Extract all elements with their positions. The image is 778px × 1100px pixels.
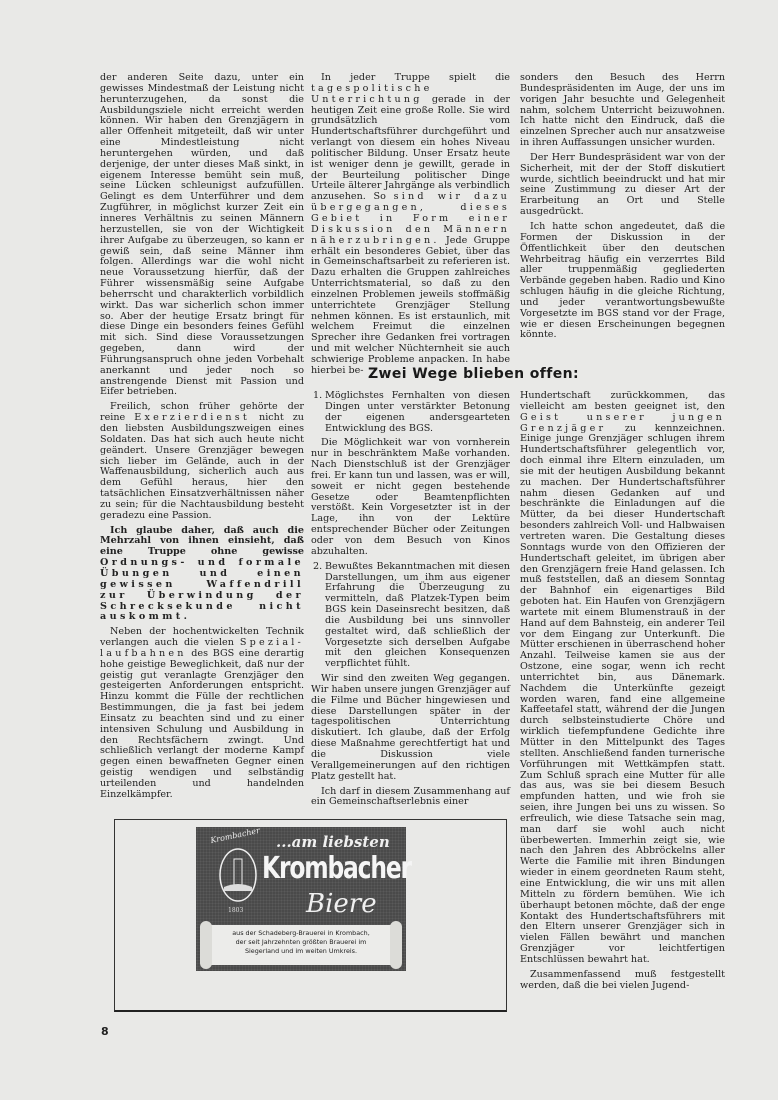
spaced-emphasis: tagespolitische Unterrichtung: [311, 82, 433, 105]
paragraph: [100, 402, 304, 521]
column-right-lower: [520, 391, 725, 995]
bold-spaced-emphasis: Ordnungs- und formale Übungen und einen gewissen Waffendrill zur Überwindung der Schrecksekunde nicht auskommt.: [100, 557, 304, 623]
text-run: Hundertschaft zurückkommen, das vielleicht am besten geeignet ist, den: [520, 390, 725, 412]
text-run: zu kennzeichnen. Einige junge Grenzjäger schlugen ihrem Hundertschaftsführer gelegentlich vor, doch einmal ihre Eltern einzuladen, um sie mit der heutigen Ausbildung bekannt zu machen. Der Hundertschaftsführer nahm diesen Gedanken auf und beschränkte die Einladungen auf die Mütter, da bei dieser Hundertschaft besonders zahlreich Voll- und Halbwaisen vertreten waren. Die Gestaltung dieses Sonntags wurde von den Offizieren der Hundertschaft geleitet, im übrigen aber den Grenzjägern freie Hand gelassen. Ich muß feststellen, daß an diesem Sonntag der Bahnhof ein eigenartiges Bild geboten hat. Ein Haufen von Grenzjägern wartete mit einem Blumenstrauß in der Hand auf dem Bahnsteig, ein anderer Teil vor dem Eingang zur Unterkunft. Die Mütter erschienen in überraschend hoher Anzahl. Teilweise kamen sie aus der Ostzone, eine sogar, wenn ich recht unterrichtet bin, aus Dänemark. Nachdem die Unterkünfte gezeigt worden waren, fand eine allgemeine Kaffeetafel statt, während der die Jungen durch selbsteinstudierte Chöre und wirklich tiefempfundene Gedichte ihre Mütter in den Mittelpunkt des Tages stellten. Anschließend fanden turnerische Vorführungen mit Wettkämpfen statt. Zum Schluß sprach eine Mutter für alle das aus, was sie bei diesem Besuch empfunden hatten, und wie froh sie seien, ihre Jungen bei uns zu wissen. So erfreulich, wie diese Tatsache sein mag, man darf sie wohl auch nicht überbewerten. Immerhin zeigt sie, wie nach den Jahren des Abbröckelns aller Werte die Familie mit ihren Bindungen wieder in einem geordneten Raum steht, eine Entwicklung, die wir uns mit allen Mitteln zu fördern bemühen. Wie ich überhaupt betonen möchte, daß der enge Kontakt des Hundertschaftsführers mit den Eltern unserer Grenzjäger sich in vielen Fällen bewährt und manchen Grenzjäger vor leichtfertigen Entschlüssen bewahrt hat.: [520, 422, 725, 965]
paragraph: Die Möglichkeit war von vornherein nur in beschränktem Maße vorhanden. Nach Dienstschluß ist der Grenzjäger frei. Er kann tun und lassen, was er will, soweit er nicht gegen bestehende Gesetze oder Beamtenpflichten verstößt. Kein Vorgesetzter ist in der Lage, ihn von der Lektüre entsprechender Bücher oder Zeitungen oder von dem Besuch von Kinos abzuhalten.: [311, 437, 510, 557]
paragraph: Der Herr Bundespräsident war von der Sicherheit, mit der der Stoff diskutiert wurde, sichtlich beeindruckt und hat mir seine Zustimmung zu dieser Art der Erarbeitung an Ort und Stelle ausgedrückt.: [520, 151, 725, 218]
text-run: In jeder Truppe spielt die: [321, 72, 510, 83]
text-run: gerade in der heutigen Zeit eine große Rolle. Sie wird grundsätzlich vom Hundertschaftsführer durchgeführt und verlangt von diesem ein hohes Niveau politischer Bildung. Unser Ersatz heute ist weniger denn je gewillt, gerade in der Beurteilung politischer Dinge Urteile älterer Jahrgänge als verbindlich anzusehen. So: [311, 93, 510, 203]
text-run: Jede Gruppe erhält ein besonderes Gebiet, über das in Gemeinschaftsarbeit zu referieren ist. Dazu erhalten die Gruppen zahlreiches Unterrichtsmaterial, so daß zu den einzelnen Problemen jeweils stoffmäßig unterrichtete Grenzjäger Stellung nehmen können. Es ist erstaunlich, mit welchem Freimut die einzelnen Sprecher ihre Gedanken frei vortragen und mit welcher Nüchternheit sie auch schwierige Probleme anpacken. In habe hierbei be-: [311, 234, 510, 376]
paragraph: Ich hatte schon angedeutet, daß die Formen der Diskussion in der Öffentlichkeit über den deutschen Wehrbeitrag häufig ein verzerrtes Bild aller truppenmäßig gegliederten Verbände gegeben haben. Radio und Kino schlugen häufig in die gleiche Richtung, und jeder verantwortungsbewußte Vorgesetzte im BGS stand vor der Frage, wie er diesen Erscheinungen begegnen könnte.: [520, 220, 725, 341]
scroll-line: Siegerland und im weiten Umkreis.: [244, 947, 358, 955]
column-left: [100, 73, 304, 805]
list-item-text: Bewußtes Bekanntmachen mit diesen Darstellungen, um ihm aus eigener Erfahrung die Überzeugung zu vermitteln, daß Platzek-Typen beim BGS kein Daseinsrecht besitzen, daß die Ausbildung bei uns sinnvoller gestaltet wird, daß schließlich der Vorgesetzte sich derselben Aufgabe mit den gleichen Konsequenzen verpflichtet fühlt.: [325, 560, 510, 670]
list-item: [311, 562, 510, 670]
paragraph: Wir sind den zweiten Weg gegangen. Wir haben unsere jungen Grenzjäger auf die Filme und Bücher hingewiesen und diese Darstellungen später in der tagespolitischen Unterrichtung diskutiert. Ich glaube, daß der Erfolg diese Maßnahme gerechtfertigt hat und die Diskussion viele Verallgemeinerungen auf den richtigen Platz gestellt hat.: [311, 673, 510, 782]
text-run: nicht zu den liebsten Ausbildungszweigen eines Soldaten. Das hat sich auch heute nicht geändert. Unsere Grenzjäger bewegen sich lieber im Gelände, auch in der Waffenausbildung, sicherlich auch aus dem Gefühl heraus, hier den tatsächlichen Einsatzverhältnissen näher zu sein; für die Nachtausbildung besteht geradezu eine Passion.: [100, 412, 304, 521]
spaced-emphasis: Exerzierdienst: [134, 412, 250, 424]
seal-text: Krombacher: [209, 825, 261, 846]
paragraph: der anderen Seite dazu, unter ein gewisses Mindestmaß der Leistung nicht herunterzugehen, da sonst die Ausbildungsziele nicht erreicht werden können. Wir haben den Grenzjägern in aller Offenheit mitgeteilt, daß wir unter eine Mindestleistung nicht heruntergehen würden, und daß derjenige, der unter dieses Maß sinkt, in eigenem Interesse bemüht sein muß, seine Lücken schleunigst aufzufüllen. Gelingt es dem Unterführer und dem Zugführer, in möglichst kurzer Zeit ein inneres Verhältnis zu seinen Männern herzustellen, sie von der Wichtigkeit ihrer Aufgabe zu überzeugen, so kann er gewiß sein, daß seine Männer ihm folgen. Allerdings war die wohl nicht neue Voraussetzung hierfür, daß der Führer wissensmäßig seine Aufgabe beherrscht und charakterlich vorbildlich wirkt. Das war sicherlich schon immer so. Aber der heutige Ersatz bringt für diese Dinge ein besonders feines Gefühl mit sich. Sind diese Voraussetzungen gegeben, dann wird der Führungsanspruch ohne jeden Vorbehalt anerkannt und jeder noch so anstrengende Dienst mit Passion und Eifer betrieben.: [100, 72, 304, 398]
scroll-line: aus der Schadeberg-Brauerei in Krombach,: [232, 929, 370, 937]
page-number: 8: [101, 1025, 109, 1038]
ad-scroll-banner: [204, 925, 398, 965]
ad-tagline: ...am liebsten: [276, 833, 390, 851]
column-middle-lower: [311, 391, 510, 812]
column-right-upper: [520, 73, 725, 345]
text-run: Freilich, schon früher gehörte der reine: [100, 401, 304, 424]
spaced-emphasis: Geist unserer jungen Grenzjäger: [520, 411, 725, 434]
list-number: 1.: [313, 390, 323, 401]
scroll-line: der seit Jahrzehnten größten Brauerei im: [235, 938, 367, 946]
paragraph: [520, 391, 725, 966]
ad-brand-name: Krombacher: [262, 851, 411, 886]
ad-product: Biere: [306, 889, 377, 919]
paragraph: Ich darf in diesem Zusammenhang auf ein Gemeinschaftserlebnis einer: [311, 785, 510, 808]
advertisement-krombacher: [196, 825, 411, 971]
text-run: des BGS eine derartig hohe geistige Beweglichkeit, daß nur der geistig gut veranlagte Grenzjäger den gesteigerten Anforderungen entspricht. Hinzu kommt die Fülle der rechtlichen Bestimmungen, die ja fast bei jedem Einsatz zu beachten sind und zu einer intensiven Schulung und Ausbildung in den Rechtsfächern zwingt. Und schließlich verlangt der moderne Kampf gegen einen bewaffneten Gegner einen geistig wendigen und selbständig urteilenden und handelnden Einzelkämpfer.: [100, 647, 304, 800]
numbered-list: [311, 391, 510, 434]
list-item-text: Möglichstes Fernhalten von diesen Dingen unter verstärkter Betonung der eigenen andersgearteten Entwicklung des BGS.: [325, 390, 510, 434]
spaced-emphasis: sind wir dazu übergegangen, dieses Gebiet in Form einer Diskussion den Männern näherzubringen.: [311, 191, 510, 246]
paragraph: [100, 627, 304, 801]
numbered-list: [311, 562, 510, 670]
list-number: 2.: [313, 560, 323, 572]
paragraph: sonders den Besuch des Herrn Bundespräsidenten im Auge, der uns im vorigen Jahr besuchte und Gelegenheit nahm, solchem Unterricht beizuwohnen. Ich hatte nicht den Eindruck, daß die einzelnen Sprecher auch nur ansatzweise in ihren Auffassungen unsicher wurden.: [520, 72, 725, 149]
paragraph-bold: [100, 526, 304, 624]
paragraph: Zusammenfassend muß festgestellt werden, daß die bei vielen Jugend-: [520, 968, 725, 991]
paragraph: [311, 73, 510, 377]
text-run: Neben der hochentwickelten Technik verlangen auch die vielen: [100, 626, 304, 649]
bold-text: Ich glaube daher, daß auch die Mehrzahl von ihnen einsieht, daß eine Truppe ohne gewisse: [100, 524, 304, 558]
section-headline: Zwei Wege blieben offen:: [368, 366, 580, 382]
seal-year: 1803: [228, 907, 244, 914]
list-item: [311, 391, 510, 434]
spaced-emphasis: Spezial-laufbahnen: [100, 637, 304, 659]
brewery-seal-icon: [212, 835, 264, 915]
column-middle-upper: [311, 73, 510, 381]
